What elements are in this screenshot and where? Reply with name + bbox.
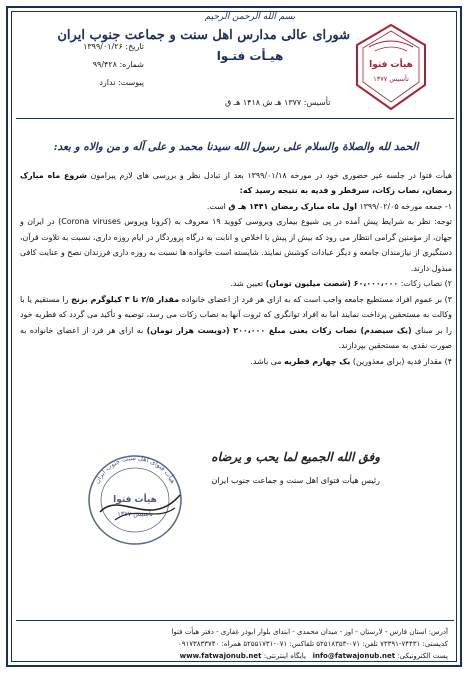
footer xyxy=(24,626,448,662)
footer-contact xyxy=(24,650,448,662)
item3-bold1: مقدار ۲/۵ تا ۳ کیلوگرم برنج xyxy=(71,294,180,304)
item2-suffix: تعیین شد. xyxy=(230,279,264,288)
item1-suffix: است. xyxy=(206,201,226,211)
stamp-ring-text: هیأت فتوای اهل سنت جنوب ایران xyxy=(92,453,178,485)
intro-text: هیأت فتوا در جلسه غیر حضوری خود در مورخه ۱۳۹۹/۰۱/۱۸ بعد از تبادل نظر و بررسی های لازم پیرامون xyxy=(90,170,452,180)
item3-suffix: به ازای هر فرد از اعضای خانواده به صورت نقدی به مستحقین بپردازند. xyxy=(20,325,452,350)
salutation: الحمد لله والصلاة والسلام علی رسول الله سیدنا محمد و علی آله و من والاه و بعد: xyxy=(53,141,419,153)
signature-text xyxy=(160,450,380,485)
footer-address: آدرس: استان فارس - لارستان - اوز - میدان محمدی - ابتدای بلوار ابوذر غفاری - دفتر هیأت فتوا xyxy=(171,628,448,636)
item3-prefix: ۳) بر عموم افراد مستطیع جامعه واجب است که به ازای هر فرد از اعضای خانواده xyxy=(181,294,453,304)
date-value: ۱۳۹۹/۰۱/۲۶ xyxy=(83,42,123,51)
note-paragraph: توجه: نظر به شرایط پیش آمده در پی شیوع بیماری ویروسی کووید ۱۹ معروف به (کرونا ویروس Corona viruses) در ایران و جهان، از مؤمنین گرامی انتظار می رود که بیش از پیش با اخلاص و انابت به درگاه پروردگار در ایام روزه داری، نسبت به تلاوت قرآن، دستگیری از نیازمندان جامعه و دیگر عبادات کوشش نمایند. شایسته است خانواده ها نسبت به روزه داری فرزندان نصح و عنایت کافی مبذول دارند. xyxy=(20,217,452,273)
closing-phrase: وفق الله الجمیع لما یحب و یرضاه xyxy=(211,450,380,464)
org-name: هیـأت فتـوا xyxy=(216,49,284,63)
header-divider xyxy=(16,118,454,119)
item3-mid: را مستقیم یا با وکالت به مستحقین پرداخت نمایند اما به افراد توانگری که ثروت آنها به نصاب زکات می رسد، توصیه و تأکید می گردد که فطریه خود را بر مبنای xyxy=(20,294,452,335)
founded-date: تأسیس: ۱۳۷۷ هـ ش ۱۴۱۸ هـ ق xyxy=(225,98,331,107)
attachment-value: ندارد xyxy=(99,78,116,87)
signature-block xyxy=(40,450,380,560)
number-row xyxy=(44,56,144,74)
item2-prefix: ۲) نصاب زکات: xyxy=(400,279,452,288)
item-4 xyxy=(20,354,452,370)
site-label: پایگاه اینترنتی: xyxy=(263,652,306,660)
item4-bold: یک چهارم فطریه xyxy=(284,356,351,366)
item-2 xyxy=(20,276,452,292)
number-label: شماره: xyxy=(119,60,144,69)
item4-prefix: ۴) مقدار فدیه (برای معذورین) xyxy=(352,356,452,366)
letter-body xyxy=(20,140,452,369)
attachment-row xyxy=(44,74,144,92)
item4-suffix: می باشد. xyxy=(250,356,282,366)
stamp-center: هیأت فتوا xyxy=(113,495,157,505)
email-link[interactable]: info@fatwajonub.net xyxy=(312,652,396,660)
number-value: ۹۹/۴۲۸ xyxy=(92,60,117,69)
item2-bold: ۶۰،۰۰۰،۰۰۰ (شصت میلیون تومان) xyxy=(265,279,399,288)
item-3 xyxy=(20,292,452,354)
official-stamp xyxy=(80,450,190,550)
logo-subtitle: تأسیس ۱۳۷۷ xyxy=(373,75,409,83)
stamp-year: تأسیس ۱۳۷۷ xyxy=(117,510,153,518)
letter-meta xyxy=(44,38,144,92)
item-1 xyxy=(20,199,452,215)
fatwa-logo xyxy=(355,23,427,111)
bismillah: بسم الله الرحمن الرحیم xyxy=(204,12,296,22)
signer-title: رئیس هیأت فتوای اهل سنت و جماعت جنوب ایران xyxy=(211,476,380,485)
date-label: تاریخ: xyxy=(125,42,144,51)
item3-bold2: (یک سیصدم) نصاب زکات یعنی مبلغ ۲۰۰،۰۰۰ (دویست هزار تومان) xyxy=(146,325,412,335)
intro-bold: شروع ماه مبارک رمضان، نصاب زکات، سرفطر و فدیه به نتیجه رسید که: xyxy=(20,170,452,195)
email-label: پست الکترونیکی: xyxy=(397,652,448,660)
item1-prefix: ۱- جمعه مورخه ۱۳۹۹/۰۲/۰۵ xyxy=(359,201,452,211)
site-link[interactable]: www.fatwajonub.net xyxy=(179,652,262,660)
council-name: شورای عالی مدارس اهل سنت و جماعت جنوب ایران xyxy=(57,28,350,43)
footer-phones: کدپستی: ۷۴۴۳۱-۷۳۳۹۱ تلفن: ۰۷۱-۵۲۵۱۸۳۵۳ تلفاکس: ۰۷۱-۵۲۵۵۱۷۳۱ همراه: ۰۹۱۷۳۸۳۳۷۴۰ xyxy=(177,640,448,648)
svg-text:هیأت فتوای اهل سنت جنوب ایران xyxy=(93,454,177,485)
logo-title: هیأت فتوا xyxy=(369,60,413,70)
intro-paragraph xyxy=(20,168,452,199)
attachment-label: پیوست: xyxy=(117,78,144,87)
item1-bold: اول ماه مبارک رمضان ۱۴۴۱ هـ ق xyxy=(228,201,357,211)
footer-divider xyxy=(16,620,454,621)
